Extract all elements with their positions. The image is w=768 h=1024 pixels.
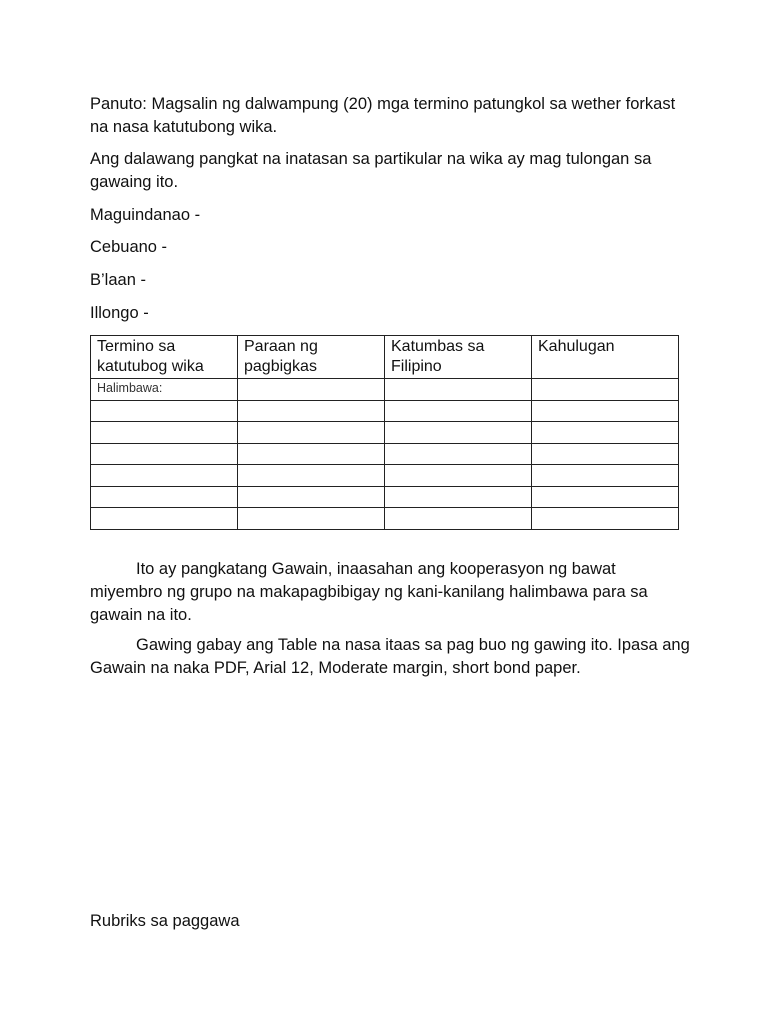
table-row: [91, 422, 679, 444]
table-cell: [385, 465, 532, 487]
language-maguindanao: Maguindanao -: [90, 206, 201, 224]
table-cell: [532, 379, 679, 401]
table-cell: [532, 465, 679, 487]
table-cell: [385, 422, 532, 444]
header-katumbas: Katumbas sa Filipino: [385, 336, 532, 379]
submission-paragraph: Gawing gabay ang Table na nasa itaas sa pag buo ng gawing ito. Ipasa ang Gawain na naka PDF, Arial 12, Moderate margin, short bond paper.: [90, 636, 690, 677]
header-paraan: Paraan ng pagbigkas: [238, 336, 385, 379]
table-cell: [238, 400, 385, 422]
instruction-paragraph: Panuto: Magsalin ng dalwampung (20) mga termino patungkol sa wether forkast na nasa katutubong wika.: [90, 95, 676, 136]
table-cell: [385, 443, 532, 465]
terms-table: [90, 335, 679, 530]
table-header-row: [91, 336, 679, 379]
table-cell: [532, 486, 679, 508]
table-cell: [91, 508, 238, 530]
header-kahulugan: Kahulugan: [532, 336, 679, 379]
rubrics-heading: Rubriks sa paggawa: [90, 912, 240, 930]
table-cell: [532, 443, 679, 465]
table-row: [91, 400, 679, 422]
group-work-paragraph: Ito ay pangkatang Gawain, inaasahan ang kooperasyon ng bawat miyembro ng grupo na makapagbibigay ng kani-kanilang halimbawa para sa gawain na ito.: [90, 560, 648, 624]
table-cell: [91, 465, 238, 487]
table-cell: [238, 486, 385, 508]
table-cell: [238, 379, 385, 401]
table-cell: [238, 443, 385, 465]
table-row: [91, 486, 679, 508]
table-cell: [385, 379, 532, 401]
table-cell: [532, 400, 679, 422]
table-row: [91, 379, 679, 401]
group-instruction-paragraph: Ang dalawang pangkat na inatasan sa partikular na wika ay mag tulongan sa gawaing ito.: [90, 150, 652, 191]
language-cebuano: Cebuano -: [90, 238, 168, 256]
table-cell: [532, 508, 679, 530]
table-cell: [91, 422, 238, 444]
table-row: [91, 508, 679, 530]
table-cell: [385, 508, 532, 530]
table-cell: [385, 486, 532, 508]
table-row: [91, 443, 679, 465]
header-termino: Termino sa katutubog wika: [91, 336, 238, 379]
language-illongo: Illongo -: [90, 304, 149, 322]
table-cell: [91, 443, 238, 465]
table-cell: [385, 400, 532, 422]
table-cell: [238, 422, 385, 444]
table-cell: [532, 422, 679, 444]
table-cell: [91, 400, 238, 422]
table-cell: [238, 508, 385, 530]
table-cell: Halimbawa:: [91, 379, 238, 401]
table-cell: [91, 486, 238, 508]
language-blaan: B’laan -: [90, 271, 146, 289]
table-cell: [238, 465, 385, 487]
table-row: [91, 465, 679, 487]
